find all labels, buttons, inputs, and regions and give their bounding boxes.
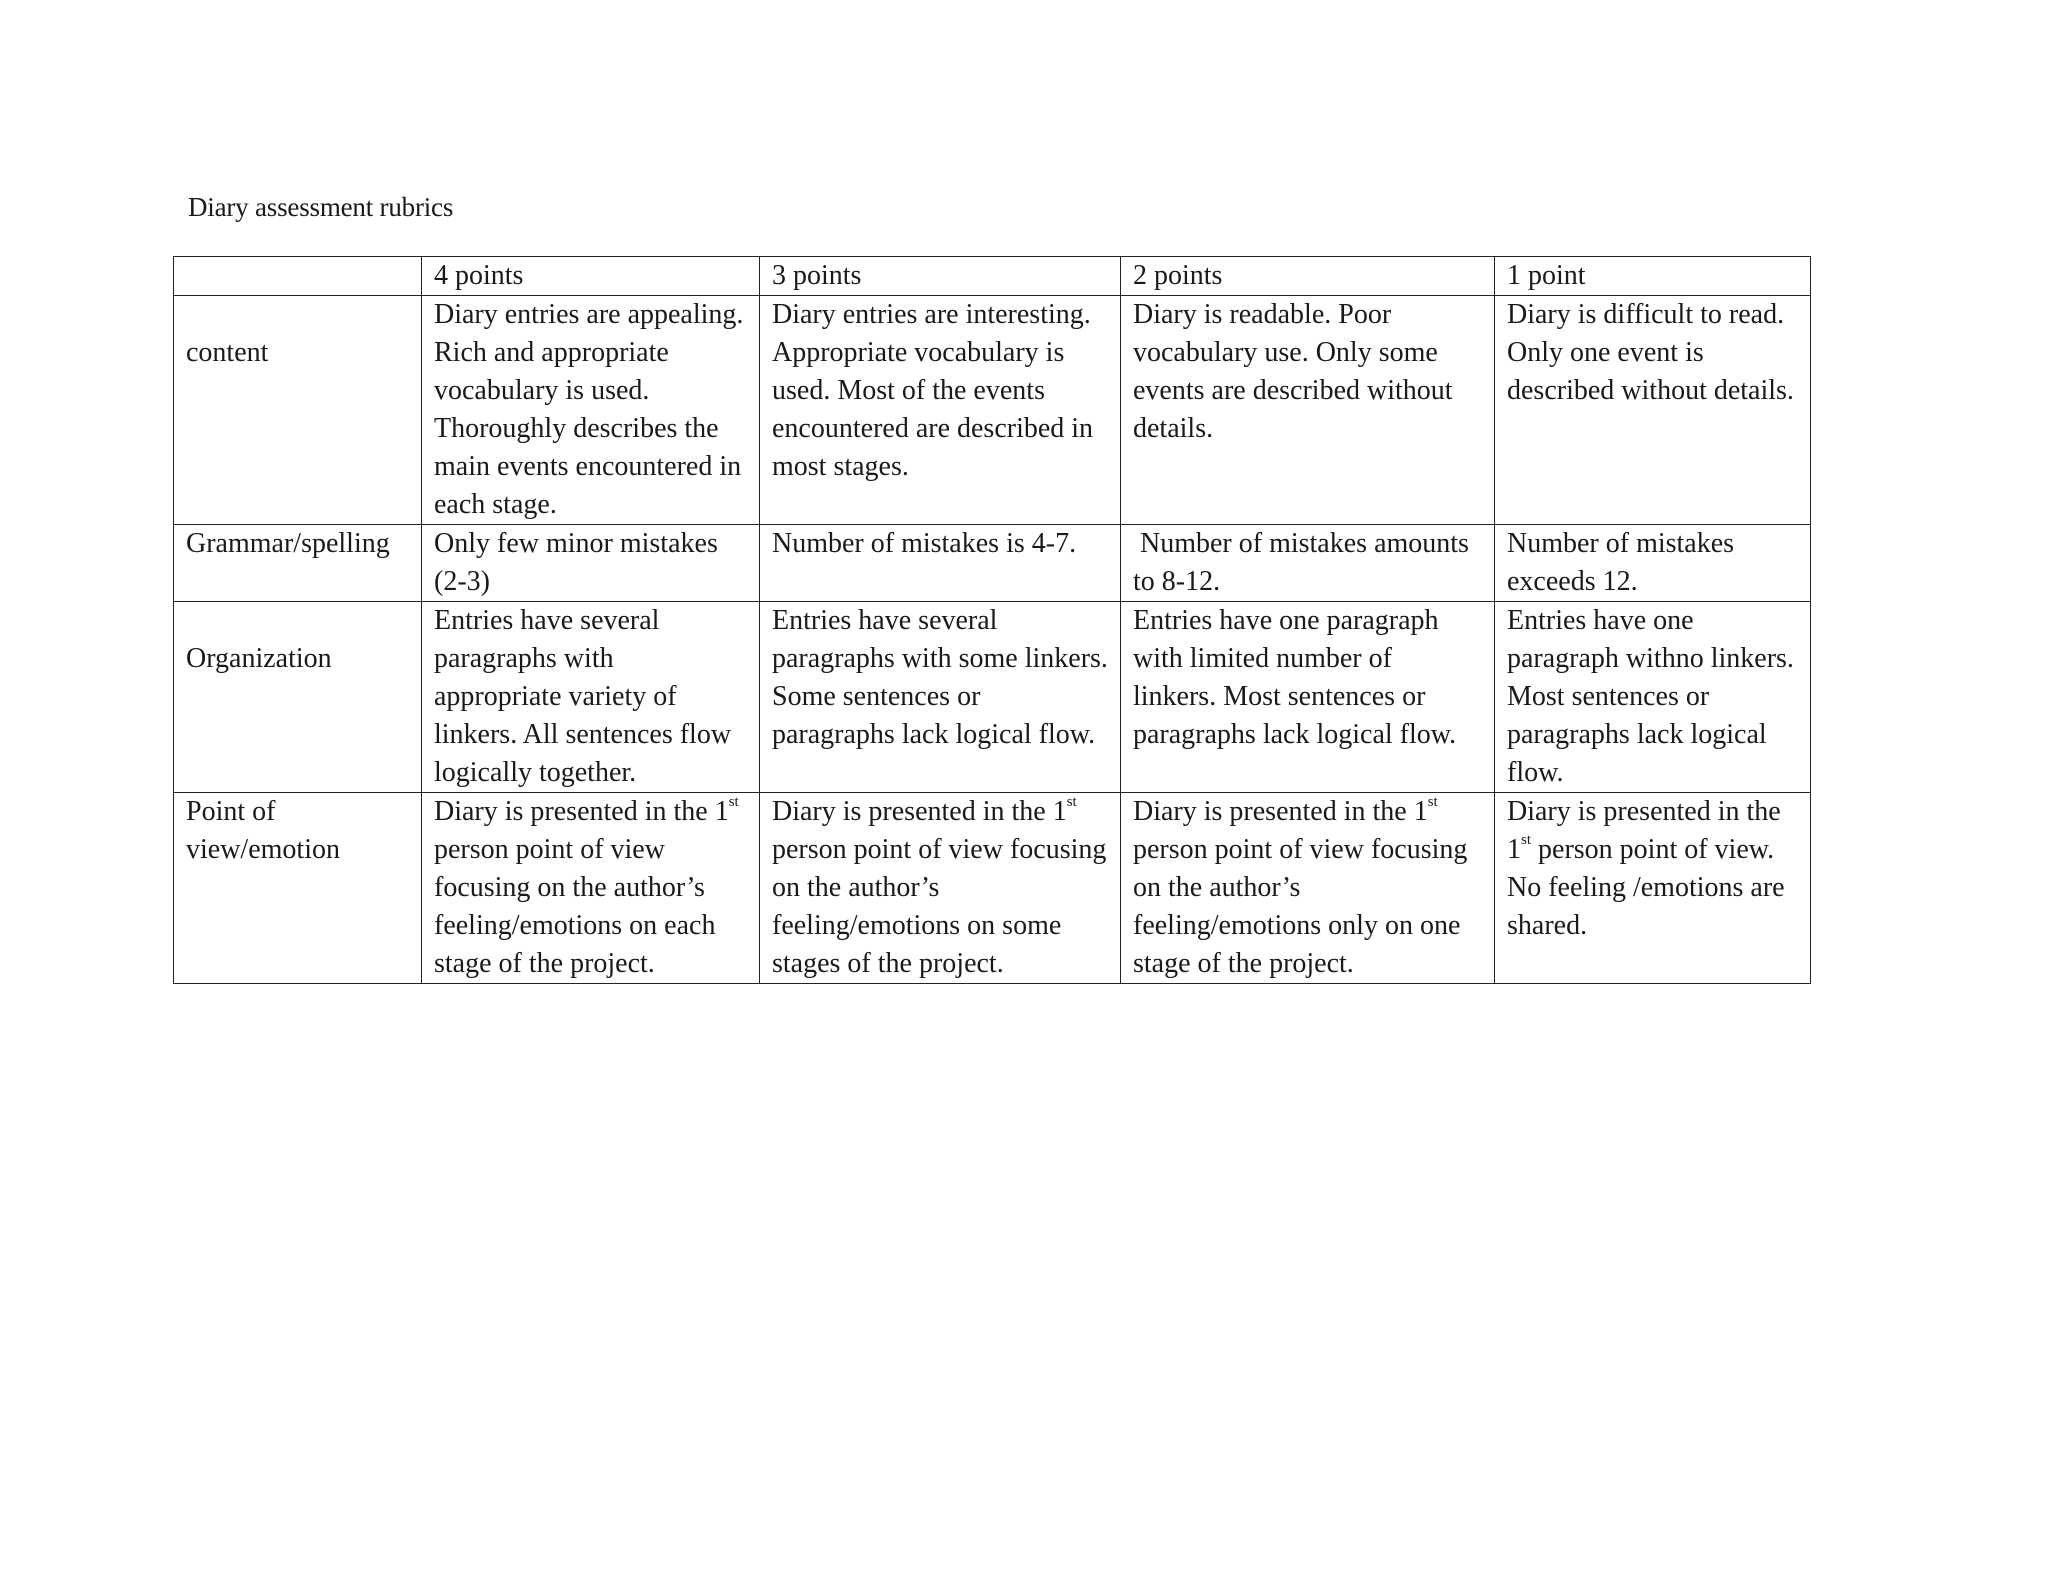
cell-text: Diary is presented in the 1 [1507, 796, 1781, 865]
table-cell: Diary entries are interesting. Appropriate vocabulary is used. Most of the events encountered are described in most stages. [760, 296, 1121, 525]
header-cell-1-point: 1 point [1495, 257, 1811, 296]
superscript: st [1521, 831, 1532, 848]
table-cell: Diary entries are appealing. Rich and appropriate vocabulary is used. Thoroughly describes the main events encountered in each stage. [422, 296, 760, 525]
table-cell: Entries have one paragraph withno linkers. Most sentences or paragraphs lack logical flow. [1495, 602, 1811, 793]
table-cell: Diary is difficult to read. Only one event is described without details. [1495, 296, 1811, 525]
cell-text: person point of view focusing on the author’s feeling/emotions only on one stage of the project. [1133, 834, 1468, 979]
table-row [174, 296, 1811, 525]
superscript: st [1066, 793, 1077, 810]
page-title: Diary assessment rubrics [188, 192, 454, 222]
header-cell-criteria [174, 257, 422, 296]
cell-text: person point of view focusing on the author’s feeling/emotions on some stages of the project. [772, 834, 1107, 979]
table-cell: Only few minor mistakes (2-3) [422, 525, 760, 602]
header-cell-4-points: 4 points [422, 257, 760, 296]
table-cell: Number of mistakes exceeds 12. [1495, 525, 1811, 602]
table-cell: Entries have one paragraph with limited number of linkers. Most sentences or paragraphs lack logical flow. [1121, 602, 1495, 793]
cell-text: Diary is presented in the 1 [434, 796, 729, 827]
table-cell [422, 793, 760, 984]
row-label-organization: Organization [174, 602, 422, 793]
table-cell: Number of mistakes amounts to 8-12. [1121, 525, 1495, 602]
superscript: st [728, 793, 739, 810]
table-cell [760, 793, 1121, 984]
table-cell: Diary is readable. Poor vocabulary use. Only some events are described without details. [1121, 296, 1495, 525]
table-cell: Entries have several paragraphs with appropriate variety of linkers. All sentences flow logically together. [422, 602, 760, 793]
table-cell: Number of mistakes is 4-7. [760, 525, 1121, 602]
cell-text: Diary is presented in the 1 [1133, 796, 1428, 827]
table-header-row [174, 257, 1811, 296]
cell-text: person point of view focusing on the author’s feeling/emotions on each stage of the project. [434, 834, 716, 979]
header-cell-2-points: 2 points [1121, 257, 1495, 296]
rubric-table [173, 256, 1811, 984]
table-cell [1495, 793, 1811, 984]
table-row [174, 793, 1811, 984]
row-label-point-of-view: Point of view/emotion [174, 793, 422, 984]
row-label-content: content [174, 296, 422, 525]
cell-text: Diary is presented in the 1 [772, 796, 1067, 827]
table-cell: Entries have several paragraphs with some linkers. Some sentences or paragraphs lack logical flow. [760, 602, 1121, 793]
cell-text: person point of view. No feeling /emotions are shared. [1507, 834, 1785, 941]
table-cell [1121, 793, 1495, 984]
table-row [174, 525, 1811, 602]
row-label-grammar-spelling: Grammar/spelling [174, 525, 422, 602]
header-cell-3-points: 3 points [760, 257, 1121, 296]
table-row [174, 602, 1811, 793]
superscript: st [1427, 793, 1438, 810]
